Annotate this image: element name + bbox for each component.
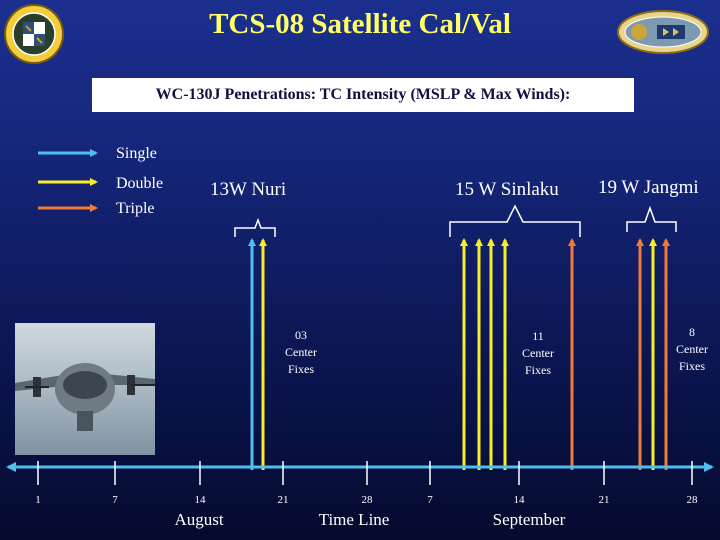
fixes-line1: Center	[522, 346, 554, 360]
fixes-line2: Fixes	[287, 362, 314, 376]
fixes-line1: Center	[676, 342, 708, 356]
slide-title: TCS-08 Satellite Cal/Val	[209, 8, 511, 40]
tick-label: 28	[361, 494, 373, 506]
axis-label-time-line: Time Line	[318, 510, 390, 529]
tick-label: 28	[686, 494, 698, 506]
storm-name-sinlaku: 15 W Sinlaku	[455, 179, 559, 200]
timeline-ticks	[38, 461, 692, 485]
brace-nuri	[235, 220, 275, 237]
tick-label: 7	[112, 494, 118, 506]
fixes-line1: Center	[285, 345, 317, 359]
fixes-line2: Fixes	[678, 359, 705, 373]
storm-name-jangmi: 19 W Jangmi	[598, 177, 699, 198]
storm-name-nuri: 13W Nuri	[210, 179, 287, 200]
legend-label-double: Double	[116, 175, 164, 192]
brace-jangmi	[627, 208, 676, 232]
legend-label-single: Single	[116, 145, 157, 162]
brace-sinlaku	[450, 206, 580, 237]
legend-label-triple: Triple	[116, 200, 155, 217]
fixes-count: 8	[689, 325, 695, 339]
tick-label: 7	[427, 494, 433, 506]
slide-subtitle: WC-130J Penetrations: TC Intensity (MSLP & Max Winds):	[92, 78, 634, 112]
tick-label: 1	[35, 494, 41, 506]
fixes-count: 11	[532, 329, 544, 343]
tick-label: 21	[598, 494, 610, 506]
tick-label: 14	[194, 494, 206, 506]
axis-label-september: September	[492, 510, 566, 529]
fixes-line2: Fixes	[524, 363, 551, 377]
tick-label: 21	[277, 494, 289, 506]
tick-label: 14	[513, 494, 525, 506]
fixes-count: 03	[295, 328, 307, 342]
axis-label-august: August	[174, 510, 224, 529]
